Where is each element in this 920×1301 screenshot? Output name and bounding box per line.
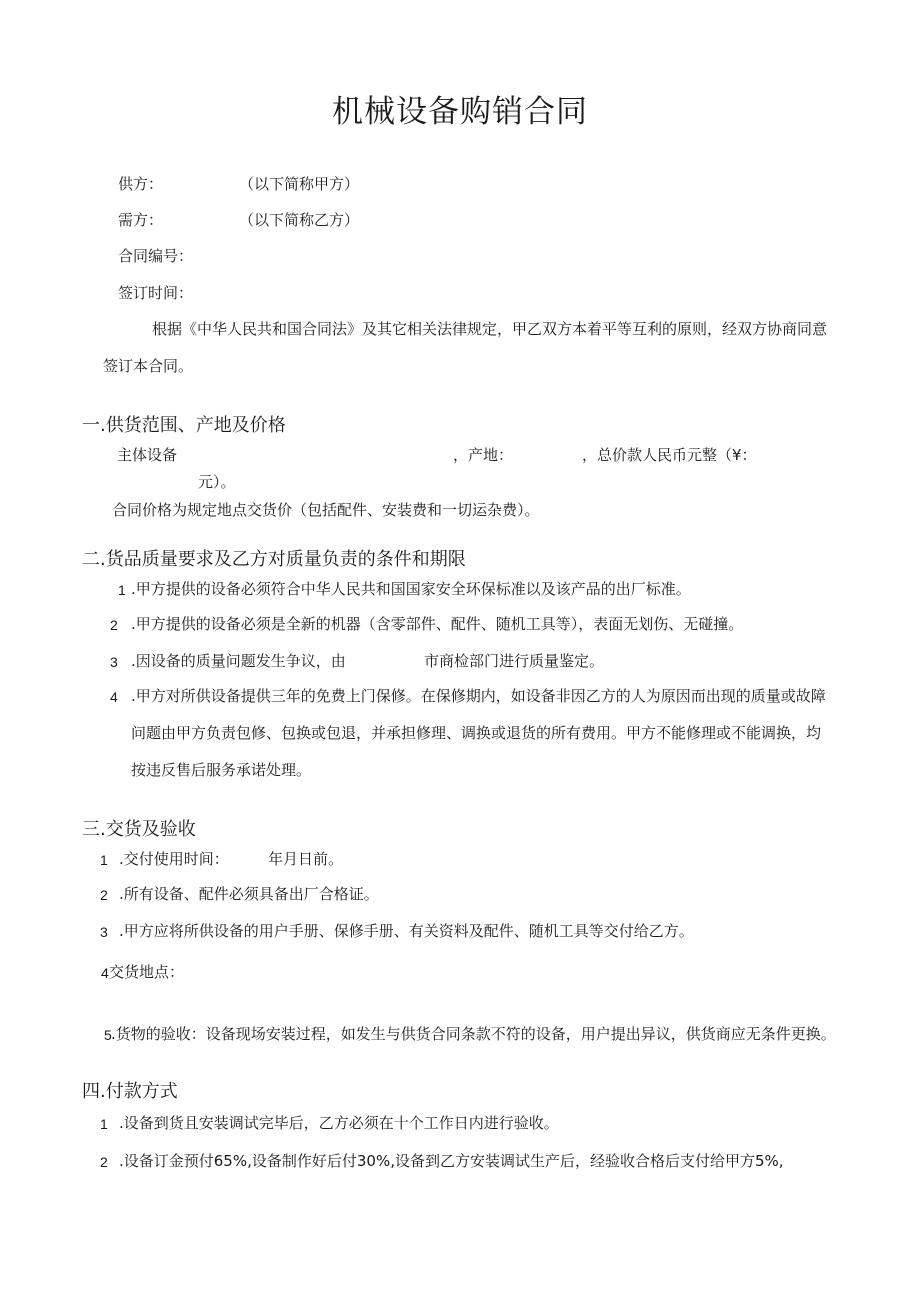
clause-text: .货物的验收：设备现场安装过程，如发生与供货合同条款不符的设备，用户提出异议，供货商应无条件更换。	[111, 1025, 836, 1043]
clause-number: 1	[100, 852, 108, 868]
contract-number-label: 合同编号：	[118, 247, 194, 265]
sign-date-label: 签订时间：	[118, 284, 194, 302]
clause-text-line-2: 问题由甲方负责包修、包换或包退，并承担修理、调换或退货的所有费用。甲方不能修理或不能调换，均	[131, 724, 822, 742]
total-price-end: 元）。	[198, 473, 236, 491]
clause-text: .设备订金预付65%,设备制作好后付30%,设备到乙方安装调试生产后，经验收合格后支付给甲方5%,	[119, 1152, 784, 1170]
clause-number: 1	[100, 1116, 108, 1132]
clause-text-continued: 市商检部门进行质量鉴定。	[424, 652, 605, 670]
supplier-label: 供方：	[118, 175, 164, 193]
clause-text-line-3: 按违反售后服务承诺处理。	[131, 761, 312, 779]
clause-number: 2	[100, 1154, 108, 1170]
buyer-note: （以下简称乙方）	[239, 211, 360, 229]
price-note: 合同价格为规定地点交货价（包括配件、安装费和一切运杂费）。	[112, 501, 540, 519]
origin-label: ，产地：	[453, 446, 514, 464]
clause-number: 3	[110, 654, 118, 670]
clause-text: .甲方提供的设备必须是全新的机器（含零部件、配件、随机工具等），表面无划伤、无碰撞。	[131, 615, 744, 633]
section-3-heading: 三.交货及验收	[82, 819, 196, 840]
page-title: 机械设备购销合同	[332, 94, 588, 130]
preamble-line-1: 根据《中华人民共和国合同法》及其它相关法律规定，甲乙双方本着平等互利的原则，经双方协商同意	[152, 320, 828, 338]
supplier-note: （以下简称甲方）	[239, 175, 360, 193]
section-4-heading: 四.付款方式	[82, 1081, 178, 1102]
clause-number: 2	[100, 887, 108, 903]
delivery-location-label: 交货地点：	[109, 963, 185, 981]
clause-number: 1	[118, 582, 126, 598]
clause-text: .甲方应将所供设备的用户手册、保修手册、有关资料及配件、随机工具等交付给乙方。	[119, 922, 694, 940]
clause-number: 3	[100, 924, 108, 940]
clause-text: .甲方提供的设备必须符合中华人民共和国国家安全环保标准以及该产品的出厂标准。	[131, 580, 691, 598]
clause-text: .因设备的质量问题发生争议，由	[131, 652, 346, 670]
delivery-time-label: .交付使用时间：	[119, 850, 229, 868]
clause-number: 4	[110, 689, 118, 705]
clause-text: .设备到货且安装调试完毕后，乙方必须在十个工作日内进行验收。	[119, 1114, 559, 1132]
clause-number: 2	[110, 617, 118, 633]
buyer-label: 需方：	[118, 211, 164, 229]
total-price-label: ，总价款人民币元整（¥：	[582, 446, 757, 464]
clause-text: .甲方对所供设备提供三年的免费上门保修。在保修期内，如设备非因乙方的人为原因而出现的质量或故障	[131, 687, 826, 705]
clause-number: 5	[104, 1027, 112, 1043]
section-1-heading: 一.供货范围、产地及价格	[82, 415, 286, 436]
clause-text: .所有设备、配件必须具备出厂合格证。	[119, 885, 379, 903]
preamble-line-2: 签订本合同。	[103, 357, 194, 375]
delivery-time-value: 年月日前。	[268, 850, 344, 868]
equipment-label: 主体设备	[117, 446, 178, 464]
section-2-heading: 二.货品质量要求及乙方对质量负责的条件和期限	[82, 549, 466, 570]
clause-number: 4	[101, 965, 109, 981]
